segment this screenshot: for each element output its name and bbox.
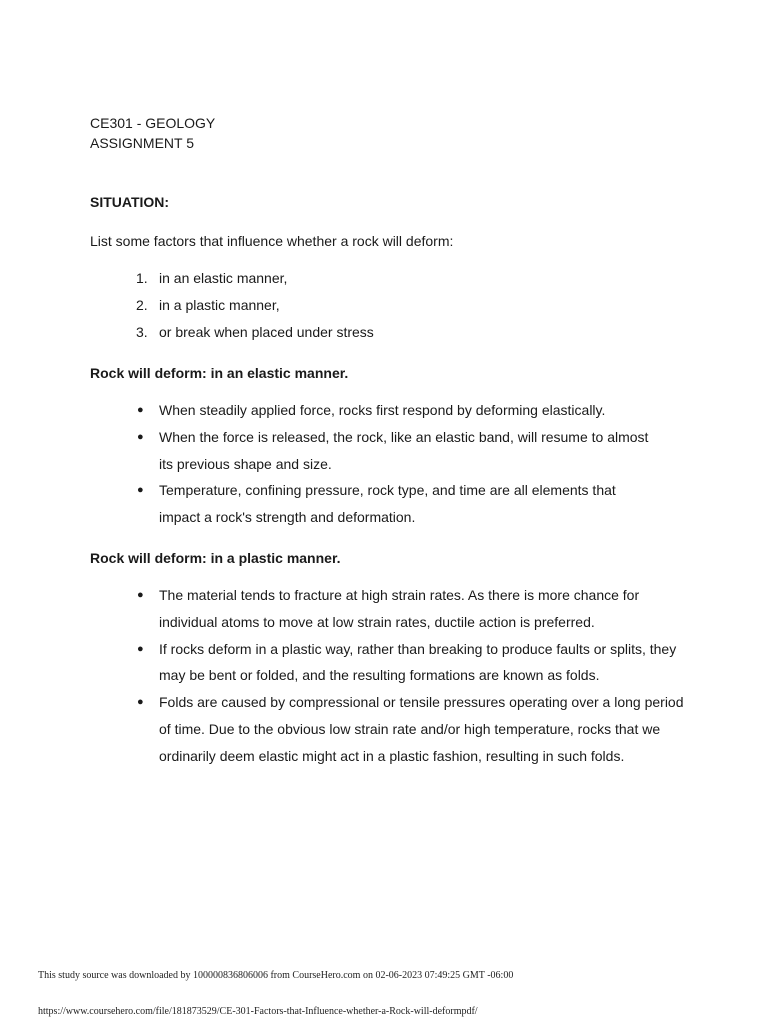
course-title: CE301 - GEOLOGY — [90, 115, 216, 131]
list-item-text: or break when placed under stress — [159, 323, 374, 340]
bullet-icon: ● — [137, 484, 144, 497]
assignment-title: ASSIGNMENT 5 — [90, 135, 194, 151]
list-item — [0, 397, 689, 424]
list-number: 3. — [136, 323, 148, 340]
list-item-text: in a plastic manner, — [159, 296, 280, 313]
bullet-icon: ● — [137, 642, 144, 655]
numbered-list — [0, 265, 689, 345]
bullet-icon: ● — [137, 696, 144, 709]
plastic-section-heading: Rock will deform: in a plastic manner. — [90, 550, 341, 566]
list-item — [0, 292, 689, 319]
bullet-icon: ● — [137, 404, 144, 416]
list-item-text: in an elastic manner, — [159, 270, 288, 286]
list-item-text: Temperature, confining pressure, rock type, and time are all elements that impact a rock's strength and deformation. — [159, 482, 616, 526]
bullet-icon: ● — [137, 430, 144, 443]
intro-paragraph: List some factors that influence whether a rock will deform: — [90, 233, 454, 249]
list-number: 1. — [136, 270, 148, 286]
list-item — [0, 582, 689, 636]
bullet-icon: ● — [137, 589, 144, 601]
list-item — [0, 689, 689, 769]
list-number: 2. — [136, 296, 148, 313]
list-item-text: The material tends to fracture at high strain rates. As there is more chance for individual atoms to move at low strain rates, ductile action is preferred. — [159, 587, 640, 630]
list-item — [0, 424, 689, 478]
list-item — [0, 265, 689, 292]
situation-heading: SITUATION: — [90, 194, 170, 210]
list-item-text: When steadily applied force, rocks first respond by deforming elastically. — [159, 402, 606, 418]
list-item — [0, 477, 689, 531]
elastic-section-heading: Rock will deform: in an elastic manner. — [90, 365, 349, 381]
list-item-text: Folds are caused by compressional or tensile pressures operating over a long period of time. Due to the obvious low strain rate and/or high temperature, rocks that we ordinarily deem elastic might act in a plastic fashion, resulting in such folds. — [159, 694, 684, 764]
list-item — [0, 319, 689, 346]
list-item-text: If rocks deform in a plastic way, rather than breaking to produce faults or splits, they may be bent or folded, and the resulting formations are known as folds. — [159, 640, 677, 684]
list-item — [0, 636, 689, 690]
download-note: This study source was downloaded by 100000836806006 from CourseHero.com on 02-06-2023 07:49:25 GMT -06:00 — [38, 970, 514, 981]
list-item-text: When the force is released, the rock, like an elastic band, will resume to almost its previous shape and size. — [159, 428, 649, 472]
source-url[interactable]: https://www.coursehero.com/file/181873529/CE-301-Factors-that-Influence-whether-a-Rock-will-deformpdf/ — [38, 1006, 478, 1017]
elastic-bullet-list — [0, 397, 689, 531]
plastic-bullet-list — [0, 582, 689, 770]
